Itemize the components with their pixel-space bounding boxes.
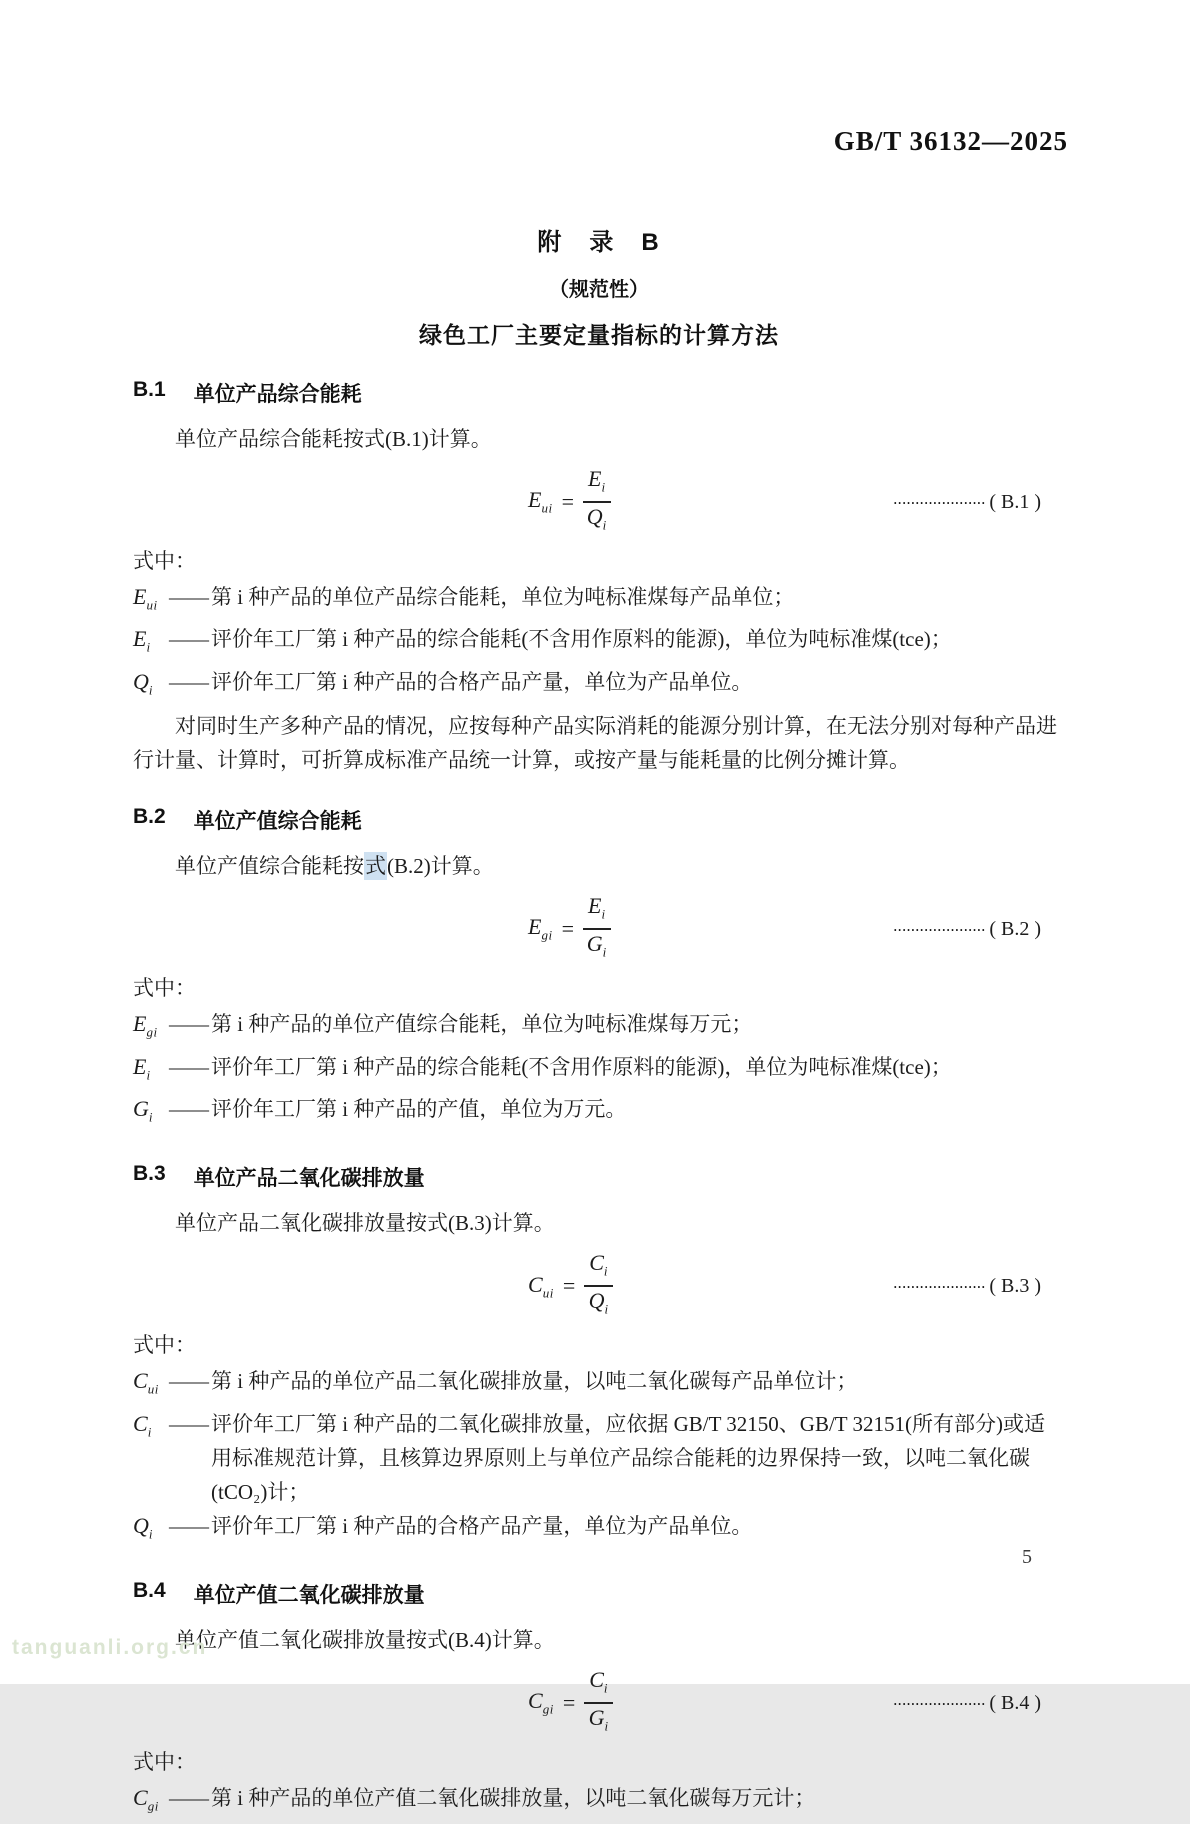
- term-description: 第 i 种产品的单位产品二氧化碳排放量，以吨二氧化碳每产品单位计；: [211, 1369, 858, 1394]
- section-intro: [133, 849, 1065, 883]
- appendix-title: 附 录 B: [537, 229, 661, 256]
- equation: [528, 894, 611, 965]
- term-dash: ——: [169, 1054, 207, 1079]
- equation-number: ( B.1 ): [989, 490, 1041, 513]
- section-b1: [133, 378, 1065, 777]
- dot-leader: •••••••••••••••••••••: [893, 498, 987, 508]
- term-symbol: $C_{gi}$: [133, 1785, 159, 1814]
- fraction-numerator: $C_i$: [584, 1251, 613, 1287]
- term-dash: ——: [169, 1369, 207, 1394]
- section-heading: [133, 1579, 1065, 1609]
- term-row: [133, 1407, 1065, 1509]
- section-b4: [133, 1579, 1065, 1823]
- term-row: [133, 1364, 1065, 1406]
- equation: [528, 467, 611, 538]
- term-dash: ——: [169, 1411, 207, 1436]
- selection-highlight: 式: [365, 854, 386, 879]
- dot-leader: •••••••••••••••••••••: [893, 1282, 987, 1292]
- fraction: [583, 894, 611, 965]
- term-row: [133, 1007, 1065, 1049]
- term-description: 第 i 种产品的单位产值二氧化碳排放量，以吨二氧化碳每万元计；: [211, 1786, 816, 1811]
- standard-number-header: GB/T 36132—2025: [833, 126, 1068, 156]
- term-description: 评价年工厂第 i 种产品的合格产品产量，单位为产品单位。: [211, 669, 753, 694]
- note-paragraph: 对同时生产多种产品的情况，应按每种产品实际消耗的能源分别计算，在无法分别对每种产品进行计量、计算时，可折算成标准产品统一计算，或按产量与能耗量的比例分摊计算。: [133, 714, 1057, 773]
- section-intro: 单位产品二氧化碳排放量按式(B.3)计算。: [175, 1211, 555, 1236]
- section-title: 单位产值综合能耗: [193, 810, 362, 834]
- equals-sign: =: [562, 1690, 576, 1716]
- term-symbol: $Q_i$: [133, 668, 154, 698]
- formula-b1: [133, 466, 1065, 538]
- formula-b3: [133, 1250, 1065, 1322]
- page-content: [133, 0, 1065, 1824]
- equation-lhs: $E_{gi}$: [528, 914, 553, 943]
- term-description: 评价年工厂第 i 种产品的综合能耗(不含用作原料的能源)，单位为吨标准煤(tce)；: [211, 627, 952, 652]
- intro-text: (B.2)计算。: [387, 854, 494, 879]
- section-title: 单位产品二氧化碳排放量: [193, 1167, 425, 1191]
- term-description: 评价年工厂第 i 种产品的合格产品产量，单位为产品单位。: [211, 1513, 753, 1538]
- section-heading: [133, 378, 1065, 408]
- section-number: B.1: [133, 378, 166, 401]
- term-row: [133, 1092, 1065, 1134]
- section-title: 单位产值二氧化碳排放量: [193, 1584, 425, 1608]
- equation-lhs: $C_{ui}$: [528, 1271, 554, 1301]
- term-dash: ——: [169, 669, 207, 694]
- where-label: 式中：: [133, 1333, 196, 1358]
- equation-lhs: $E_{ui}$: [528, 487, 553, 516]
- term-symbol: $G_i$: [133, 1095, 154, 1125]
- equation-leader: [611, 918, 1065, 941]
- section-b2: [133, 805, 1065, 1134]
- intro-text: 单位产值综合能耗按: [175, 854, 364, 879]
- term-symbol: $E_i$: [133, 1053, 151, 1082]
- equation-number: ( B.2 ): [989, 917, 1041, 940]
- fraction: [584, 1251, 613, 1322]
- fraction-denominator: $G_i$: [586, 931, 607, 960]
- fraction-numerator: $E_i$: [583, 894, 611, 930]
- equals-sign: =: [561, 916, 574, 942]
- equals-sign: =: [562, 1273, 576, 1299]
- page-number: 5: [1022, 1546, 1032, 1568]
- section-intro: 单位产品综合能耗按式(B.1)计算。: [175, 427, 492, 451]
- watermark: tanguanli.org.cn: [12, 1636, 208, 1659]
- term-symbol: $E_{gi}$: [133, 1011, 158, 1040]
- equation-leader: [611, 491, 1065, 514]
- term-description: 评价年工厂第 i 种产品的综合能耗(不含用作原料的能源)，单位为吨标准煤(tce)；: [211, 1054, 952, 1079]
- dot-leader: •••••••••••••••••••••: [893, 1699, 987, 1709]
- equation: [528, 1668, 613, 1739]
- section-number: B.3: [133, 1162, 166, 1186]
- term-symbol: $C_i$: [133, 1410, 152, 1440]
- section-title: 单位产品综合能耗: [193, 383, 362, 406]
- term-symbol: $E_i$: [133, 626, 151, 655]
- term-row: [133, 665, 1065, 707]
- equation-lhs: $C_{gi}$: [528, 1688, 554, 1717]
- equation-leader: [613, 1275, 1065, 1298]
- fraction-denominator: $Q_i$: [586, 504, 607, 533]
- fraction-denominator: $G_i$: [588, 1705, 609, 1734]
- equation-number: ( B.4 ): [989, 1691, 1041, 1714]
- term-dash: ——: [169, 627, 207, 652]
- term-row: [133, 1050, 1065, 1092]
- term-description: 第 i 种产品的单位产品综合能耗，单位为吨标准煤每产品单位；: [211, 585, 795, 609]
- term-dash: ——: [169, 1012, 207, 1037]
- appendix-subtitle: 绿色工厂主要定量指标的计算方法: [419, 322, 779, 348]
- equation: [528, 1251, 613, 1322]
- dot-leader: •••••••••••••••••••••: [893, 925, 987, 935]
- appendix-normative-label: （规范性）: [549, 279, 649, 301]
- where-label: 式中：: [133, 1750, 196, 1775]
- fraction-numerator: $E_i$: [583, 467, 611, 503]
- term-row: [133, 1781, 1065, 1823]
- section-heading: [133, 1162, 1065, 1192]
- term-symbol: $Q_i$: [133, 1512, 154, 1542]
- section-number: B.4: [133, 1579, 166, 1603]
- term-symbol: $E_{ui}$: [133, 584, 158, 613]
- term-row: [133, 580, 1065, 622]
- term-description: 评价年工厂第 i 种产品的产值，单位为万元。: [211, 1096, 627, 1121]
- equation-leader: [613, 1692, 1065, 1715]
- term-dash: ——: [169, 1786, 207, 1811]
- section-b3: [133, 1162, 1065, 1551]
- section-number: B.2: [133, 805, 166, 829]
- term-dash: ——: [169, 585, 207, 609]
- where-label: 式中：: [133, 549, 196, 573]
- fraction: [584, 1668, 613, 1739]
- fraction-numerator: $C_i$: [584, 1668, 613, 1704]
- term-description: 评价年工厂第 i 种产品的二氧化碳排放量，应依据 GB/T 32150、GB/T 32151(所有部分)或适用标准规范计算，且核算边界原则上与单位产品综合能耗的边界保持一致，以吨二氧化碳(tCO₂)计；: [211, 1411, 1045, 1504]
- equation-number: ( B.3 ): [989, 1274, 1041, 1297]
- section-intro: 单位产值二氧化碳排放量按式(B.4)计算。: [175, 1628, 555, 1653]
- fraction-denominator: $Q_i$: [588, 1288, 609, 1317]
- where-label: 式中：: [133, 976, 196, 1001]
- appendix-title-block: [133, 222, 1065, 350]
- formula-b2: [133, 893, 1065, 965]
- formula-b4: [133, 1667, 1065, 1739]
- term-row: [133, 622, 1065, 664]
- section-heading: [133, 805, 1065, 835]
- term-description: 第 i 种产品的单位产值综合能耗，单位为吨标准煤每万元；: [211, 1012, 753, 1037]
- term-row: [133, 1509, 1065, 1551]
- term-dash: ——: [169, 1096, 207, 1121]
- equals-sign: =: [561, 489, 574, 514]
- term-symbol: $C_{ui}$: [133, 1368, 159, 1397]
- term-dash: ——: [169, 1513, 207, 1538]
- fraction: [583, 467, 611, 538]
